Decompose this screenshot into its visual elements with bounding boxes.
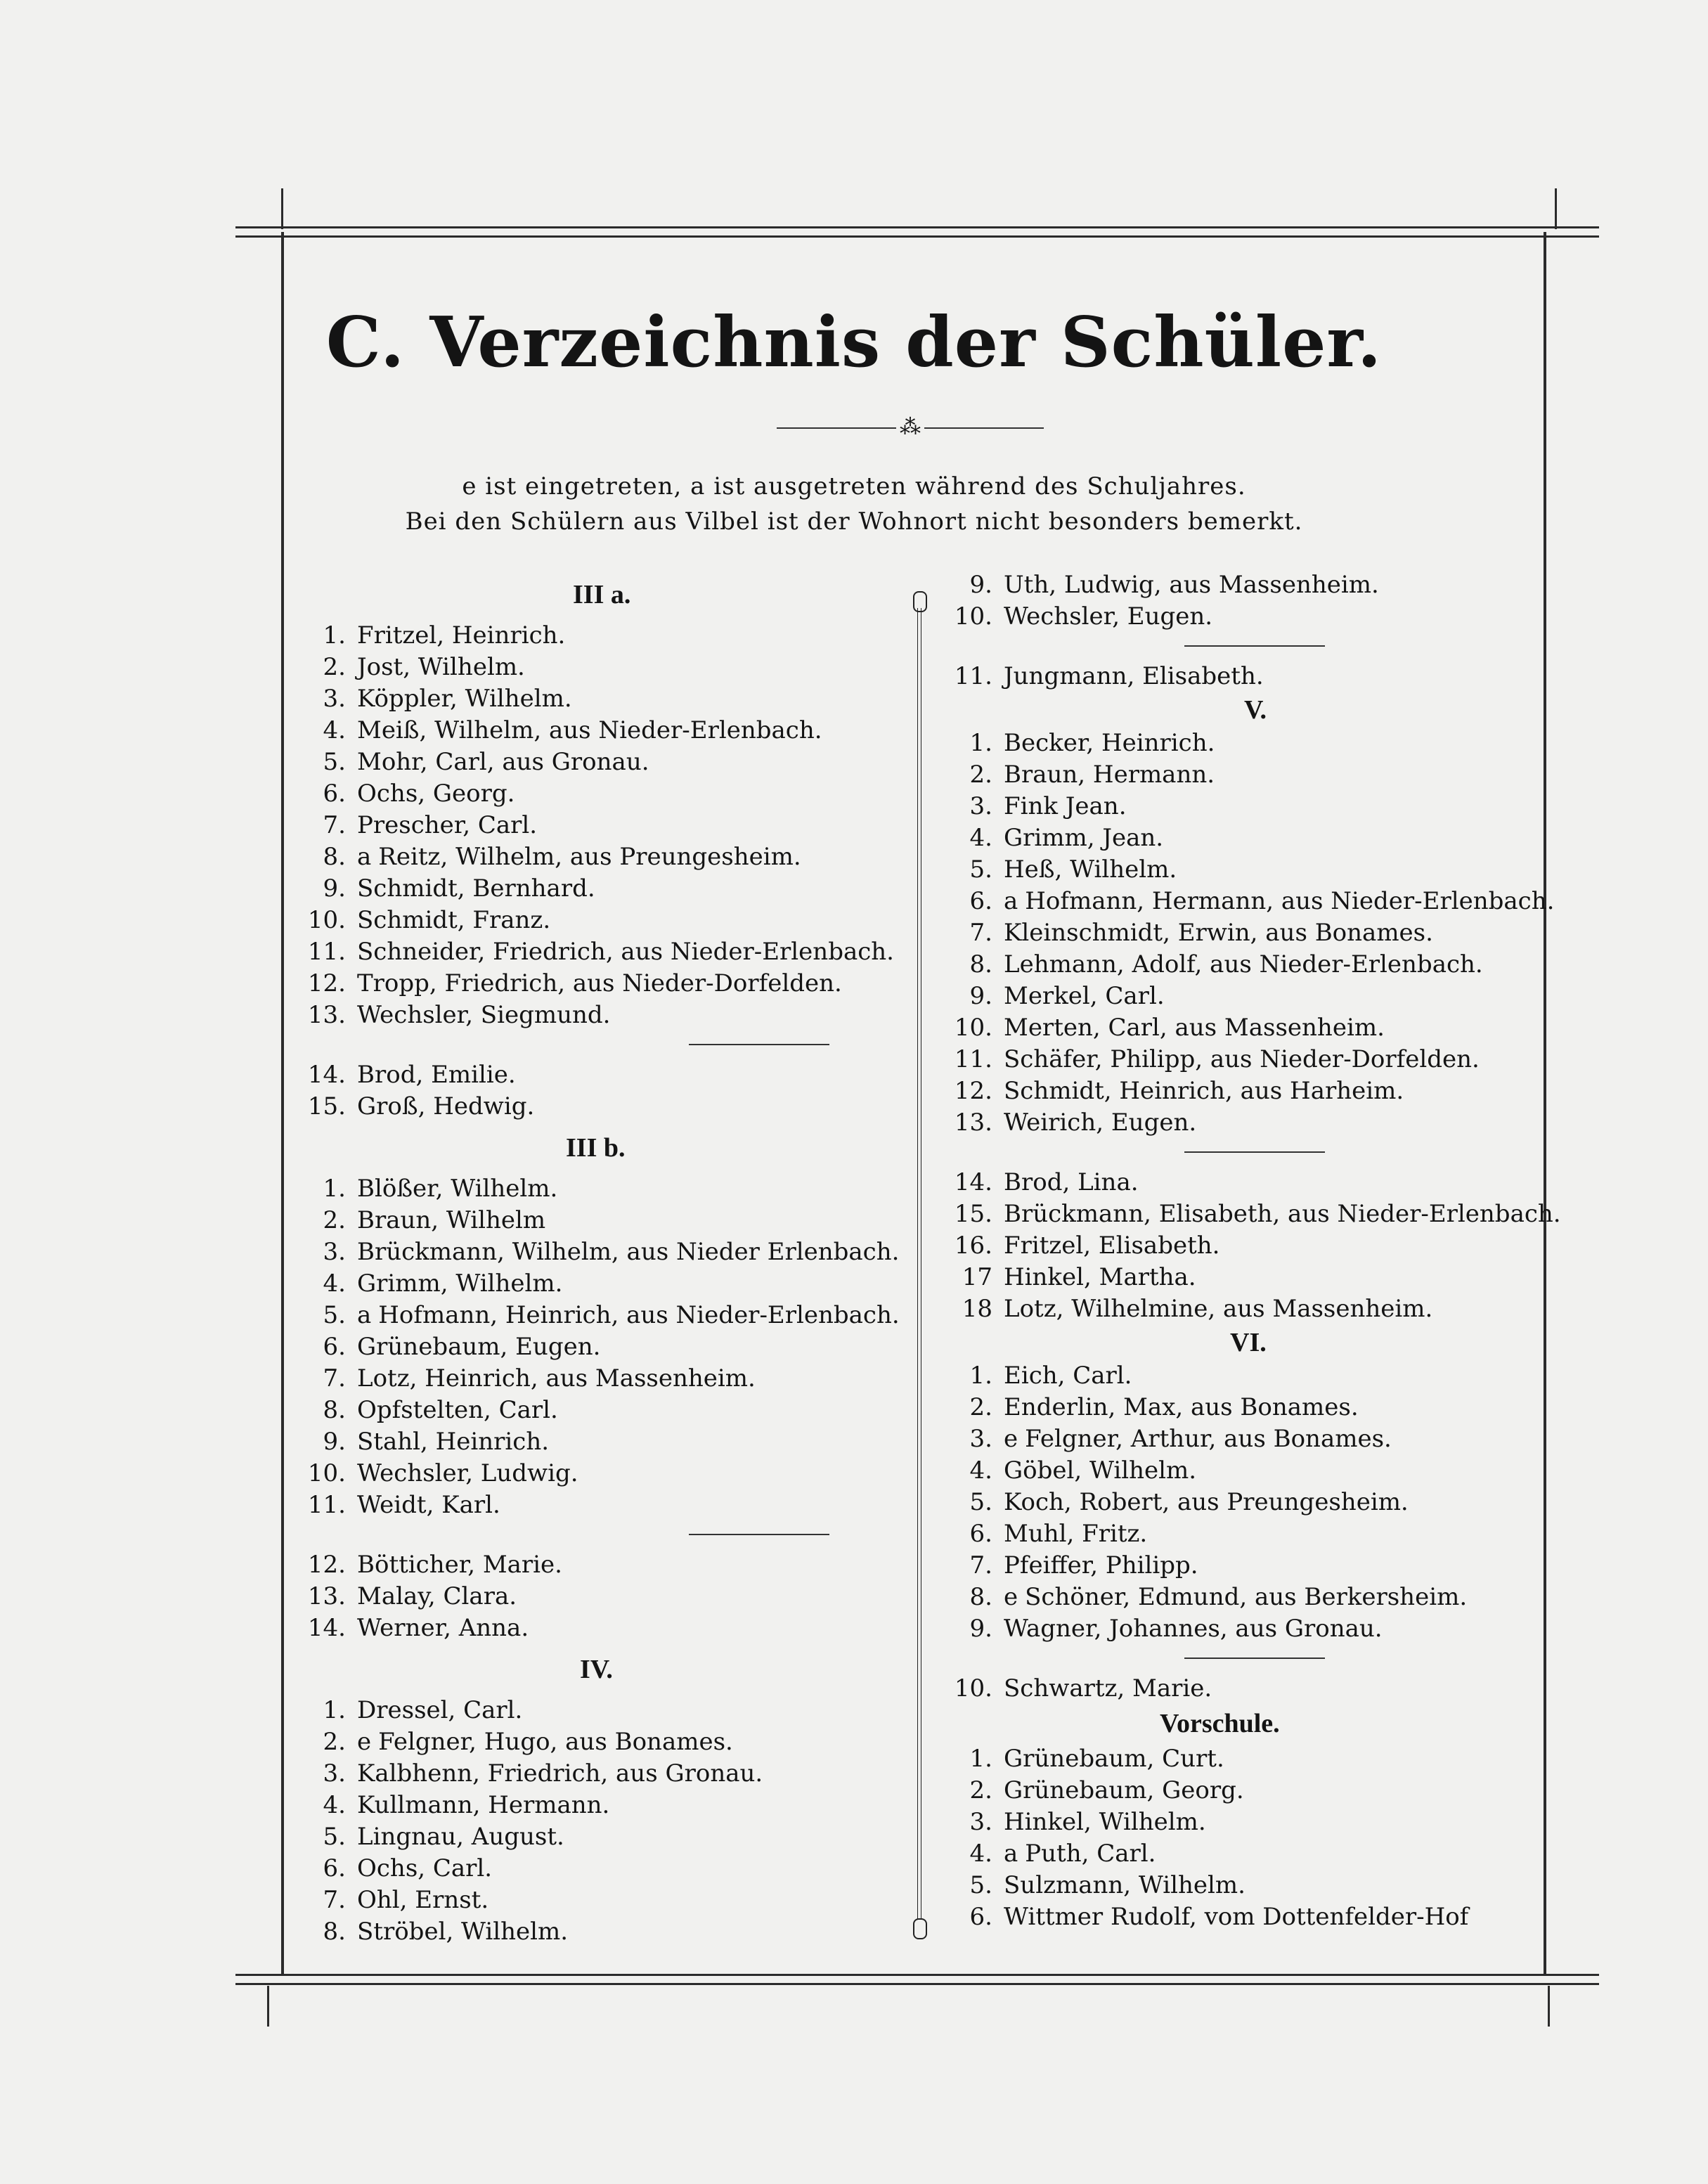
student-name: Lingnau, August. <box>357 1823 564 1851</box>
entry-number: 11. <box>307 1491 346 1519</box>
class-heading-vi: VI. <box>1230 1328 1267 1357</box>
student-entry <box>942 949 1560 981</box>
entry-number: 5. <box>323 748 346 776</box>
top-border-rule <box>235 226 1599 238</box>
corner-tick-bottom-left <box>267 1986 269 2027</box>
asterism-icon: ⁂ <box>900 415 921 439</box>
student-entry <box>295 1458 921 1490</box>
student-entry <box>295 1821 921 1853</box>
student-name: Koch, Robert, aus Preungesheim. <box>1004 1488 1409 1516</box>
entry-number: 14. <box>954 1168 992 1196</box>
student-name: Braun, Hermann. <box>1004 761 1215 789</box>
entry-number: 11. <box>307 938 346 966</box>
student-entry <box>942 1360 1560 1392</box>
entry-number: 5. <box>969 1871 992 1899</box>
student-name: Fritzel, Heinrich. <box>357 621 566 650</box>
entry-number: 3. <box>969 1425 992 1453</box>
student-name: Werner, Anna. <box>357 1614 529 1642</box>
student-entry <box>942 1107 1560 1139</box>
entry-number: 3. <box>323 685 346 713</box>
girls-separator <box>942 633 1560 661</box>
student-entry <box>942 1044 1560 1075</box>
student-name: Tropp, Friedrich, aus Nieder-Dorfelden. <box>357 969 842 997</box>
student-entry <box>295 683 921 715</box>
entry-number: 7. <box>323 811 346 839</box>
entry-number: 7. <box>323 1886 346 1914</box>
entry-number: 4. <box>969 1840 992 1868</box>
student-entry <box>942 569 1560 601</box>
student-name: Merkel, Carl. <box>1004 982 1165 1010</box>
student-name: Lotz, Heinrich, aus Massenheim. <box>357 1364 756 1393</box>
bottom-border-rule <box>235 1974 1599 1985</box>
entry-number: 11. <box>954 1045 992 1073</box>
entry-number: 12. <box>307 1551 346 1579</box>
student-name: Merten, Carl, aus Massenheim. <box>1004 1014 1385 1042</box>
student-entry <box>942 854 1560 886</box>
entry-number: 10. <box>954 1014 992 1042</box>
student-entry <box>295 1395 921 1426</box>
student-entry <box>942 1582 1560 1613</box>
student-name: Kullmann, Hermann. <box>357 1791 610 1819</box>
student-name: Ochs, Carl. <box>357 1854 493 1882</box>
entry-number: 12. <box>954 1077 992 1105</box>
student-entry <box>295 936 921 968</box>
student-entry <box>295 1490 921 1521</box>
class-heading-iiib: III b. <box>566 1133 626 1163</box>
student-name: Schwartz, Marie. <box>1004 1674 1212 1702</box>
entry-number: 13. <box>307 1001 346 1029</box>
entry-number: 9. <box>969 571 992 599</box>
entry-number: 10. <box>307 1459 346 1487</box>
status-mark: a <box>1004 1840 1018 1868</box>
student-name: Brod, Emilie. <box>357 1061 516 1089</box>
entry-number: 8. <box>323 1918 346 1946</box>
student-name: Groß, Hedwig. <box>357 1092 535 1120</box>
student-name: Felgner, Hugo, aus Bonames. <box>378 1728 733 1756</box>
entry-number: 5. <box>969 1488 992 1516</box>
entry-number: 14. <box>307 1614 346 1642</box>
entry-number: 10. <box>954 602 992 631</box>
student-entry <box>295 1426 921 1458</box>
student-entry <box>295 1331 921 1363</box>
legend-note-line-2: Bei den Schülern aus Vilbel ist der Wohnort nicht besonders bemerkt. <box>405 508 1303 536</box>
student-entry <box>942 1518 1560 1550</box>
student-entry <box>295 778 921 810</box>
student-entry <box>942 601 1560 633</box>
student-name: Lehmann, Adolf, aus Nieder-Erlenbach. <box>1004 950 1483 978</box>
student-name: Schmidt, Heinrich, aus Harheim. <box>1004 1077 1404 1105</box>
student-name: Opfstelten, Carl. <box>357 1396 558 1424</box>
student-name: Jungmann, Elisabeth. <box>1004 662 1264 690</box>
entry-number: 2. <box>323 1728 346 1756</box>
entry-number: 6. <box>323 1854 346 1882</box>
student-name: Hofmann, Hermann, aus Nieder-Erlenbach. <box>1025 887 1555 915</box>
class-heading-v: V. <box>1244 695 1267 725</box>
entry-number: 5. <box>969 855 992 884</box>
student-entry <box>295 968 921 1000</box>
student-entry <box>942 1901 1560 1933</box>
student-entry <box>295 1236 921 1268</box>
student-name: Mohr, Carl, aus Gronau. <box>357 748 649 776</box>
girls-separator <box>295 1521 921 1549</box>
entry-number: 15. <box>307 1092 346 1120</box>
entry-number: 4. <box>969 824 992 852</box>
student-entry <box>295 1363 921 1395</box>
entry-number: 1. <box>969 1362 992 1390</box>
student-entry <box>295 1613 921 1644</box>
entry-number: 5. <box>323 1823 346 1851</box>
legend-note-line-1: e ist eingetreten, a ist ausgetreten während des Schuljahres. <box>462 472 1246 500</box>
entry-number: 1. <box>323 621 346 650</box>
student-entry <box>942 981 1560 1012</box>
student-entry <box>295 905 921 936</box>
student-entry <box>942 1455 1560 1487</box>
student-name: Eich, Carl. <box>1004 1362 1132 1390</box>
student-entry <box>295 1695 921 1726</box>
entry-number: 16. <box>954 1232 992 1260</box>
student-entry <box>942 1807 1560 1838</box>
entry-number: 4. <box>323 716 346 744</box>
student-entry <box>942 1423 1560 1455</box>
student-name: Braun, Wilhelm <box>357 1206 546 1234</box>
class-heading-iv: IV. <box>580 1655 613 1684</box>
student-entry <box>295 1790 921 1821</box>
corner-tick-top-left <box>281 188 283 229</box>
student-entry <box>942 1012 1560 1044</box>
student-entry <box>942 1613 1560 1645</box>
student-name: Schmidt, Bernhard. <box>357 874 595 903</box>
student-name: Schäfer, Philipp, aus Nieder-Dorfelden. <box>1004 1045 1480 1073</box>
entry-number: 17 <box>962 1263 992 1291</box>
student-entry <box>295 620 921 652</box>
student-entry <box>295 1173 921 1205</box>
student-name: Uth, Ludwig, aus Massenheim. <box>1004 571 1379 599</box>
entry-number: 13. <box>954 1109 992 1137</box>
entry-number: 8. <box>323 1396 346 1424</box>
student-name: Schneider, Friedrich, aus Nieder-Erlenbach. <box>357 938 894 966</box>
student-entry <box>295 1885 921 1916</box>
entry-number: 5. <box>323 1301 346 1329</box>
entry-number: 7. <box>969 919 992 947</box>
student-name: Wechsler, Siegmund. <box>357 1001 611 1029</box>
student-entry <box>295 873 921 905</box>
corner-tick-bottom-right <box>1548 1986 1550 2027</box>
entry-number: 1. <box>969 1745 992 1773</box>
student-entry <box>942 917 1560 949</box>
entry-number: 3. <box>969 1808 992 1836</box>
page-title: C. Verzeichnis der Schüler. <box>325 302 1383 383</box>
student-name: Schmidt, Franz. <box>357 906 551 934</box>
student-entry <box>295 747 921 778</box>
girls-separator <box>942 1139 1560 1167</box>
entry-number: 18 <box>962 1295 992 1323</box>
class-heading-iiia: III a. <box>573 580 631 609</box>
student-name: Blößer, Wilhelm. <box>357 1175 558 1203</box>
student-entry <box>942 1167 1560 1198</box>
entry-number: 6. <box>969 1903 992 1931</box>
left-column <box>295 569 921 1948</box>
student-entry <box>942 728 1560 759</box>
entry-number: 9. <box>323 874 346 903</box>
entry-number: 9. <box>969 1615 992 1643</box>
student-name: Dressel, Carl. <box>357 1696 523 1724</box>
student-entry <box>295 1549 921 1581</box>
student-entry <box>942 759 1560 791</box>
student-entry <box>295 1758 921 1790</box>
entry-number: 2. <box>323 653 346 681</box>
student-entry <box>295 1726 921 1758</box>
student-entry <box>942 1838 1560 1870</box>
entry-number: 11. <box>954 662 992 690</box>
student-name: Grünebaum, Georg. <box>1004 1776 1244 1804</box>
entry-number: 1. <box>323 1696 346 1724</box>
status-mark: e <box>1004 1583 1018 1611</box>
student-name: Becker, Heinrich. <box>1004 729 1215 757</box>
student-entry <box>942 661 1560 692</box>
entry-number: 3. <box>323 1238 346 1266</box>
entry-number: 1. <box>323 1175 346 1203</box>
girls-separator <box>942 1645 1560 1673</box>
student-name: Hofmann, Heinrich, aus Nieder-Erlenbach. <box>378 1301 900 1329</box>
entry-number: 8. <box>323 843 346 871</box>
status-mark: e <box>357 1728 372 1756</box>
student-name: Felgner, Arthur, aus Bonames. <box>1025 1425 1392 1453</box>
entry-number: 15. <box>954 1200 992 1228</box>
student-name: Reitz, Wilhelm, aus Preungesheim. <box>378 843 801 871</box>
entry-number: 2. <box>969 1393 992 1421</box>
student-entry <box>942 1198 1560 1230</box>
student-name: Jost, Wilhelm. <box>357 653 525 681</box>
student-name: Heß, Wilhelm. <box>1004 855 1177 884</box>
student-name: Hinkel, Martha. <box>1004 1263 1196 1291</box>
student-name: Grimm, Jean. <box>1004 824 1164 852</box>
entry-number: 1. <box>969 729 992 757</box>
entry-number: 3. <box>969 792 992 820</box>
student-name: Pfeiffer, Philipp. <box>1004 1551 1198 1579</box>
entry-number: 4. <box>969 1456 992 1485</box>
girls-separator <box>295 1031 921 1059</box>
student-name: Prescher, Carl. <box>357 811 538 839</box>
entry-number: 10. <box>307 906 346 934</box>
entry-number: 2. <box>323 1206 346 1234</box>
student-entry <box>942 1293 1560 1325</box>
student-entry <box>295 652 921 683</box>
student-entry <box>295 1853 921 1885</box>
entry-number: 3. <box>323 1759 346 1788</box>
entry-number: 13. <box>307 1582 346 1610</box>
student-entry <box>295 1091 921 1123</box>
student-entry <box>295 1916 921 1948</box>
ornament-line-right <box>924 427 1044 429</box>
student-entry <box>942 791 1560 822</box>
student-name: Fink Jean. <box>1004 792 1127 820</box>
student-name: Puth, Carl. <box>1025 1840 1156 1868</box>
corner-tick-top-right <box>1555 188 1557 229</box>
entry-number: 7. <box>323 1364 346 1393</box>
status-mark: e <box>1004 1425 1018 1453</box>
student-name: Wechsler, Eugen. <box>1004 602 1213 631</box>
entry-number: 2. <box>969 761 992 789</box>
student-name: Grünebaum, Curt. <box>1004 1745 1224 1773</box>
entry-number: 2. <box>969 1776 992 1804</box>
student-entry <box>942 1743 1560 1775</box>
student-name: Grünebaum, Eugen. <box>357 1333 601 1361</box>
student-entry <box>942 1392 1560 1423</box>
entry-number: 6. <box>323 780 346 808</box>
entry-number: 6. <box>323 1333 346 1361</box>
entry-number: 8. <box>969 1583 992 1611</box>
entry-number: 8. <box>969 950 992 978</box>
class-heading-vorschule: Vorschule. <box>1160 1709 1280 1738</box>
student-name: Lotz, Wilhelmine, aus Massenheim. <box>1004 1295 1433 1323</box>
entry-number: 12. <box>307 969 346 997</box>
student-name: Wittmer Rudolf, vom Dottenfelder-Hof <box>1004 1903 1469 1931</box>
student-entry <box>295 1268 921 1300</box>
entry-number: 4. <box>323 1269 346 1298</box>
student-name: Göbel, Wilhelm. <box>1004 1456 1197 1485</box>
student-name: Weirich, Eugen. <box>1004 1109 1197 1137</box>
student-name: Stahl, Heinrich. <box>357 1428 550 1456</box>
student-name: Wagner, Johannes, aus Gronau. <box>1004 1615 1383 1643</box>
entry-number: 6. <box>969 887 992 915</box>
student-name: Grimm, Wilhelm. <box>357 1269 563 1298</box>
student-entry <box>942 1550 1560 1582</box>
entry-number: 7. <box>969 1551 992 1579</box>
student-entry <box>295 1059 921 1091</box>
entry-number: 9. <box>969 982 992 1010</box>
student-name: Malay, Clara. <box>357 1582 517 1610</box>
student-name: Köppler, Wilhelm. <box>357 685 572 713</box>
student-name: Ochs, Georg. <box>357 780 515 808</box>
status-mark: a <box>357 843 372 871</box>
student-name: Weidt, Karl. <box>357 1491 500 1519</box>
student-entry <box>295 810 921 841</box>
entry-number: 14. <box>307 1061 346 1089</box>
student-entry <box>942 1870 1560 1901</box>
student-name: Brückmann, Wilhelm, aus Nieder Erlenbach. <box>357 1238 900 1266</box>
right-column <box>942 569 1560 1933</box>
student-name: Brückmann, Elisabeth, aus Nieder-Erlenbach. <box>1004 1200 1561 1228</box>
student-name: Enderlin, Max, aus Bonames. <box>1004 1393 1359 1421</box>
student-entry <box>942 1673 1560 1705</box>
student-entry <box>942 886 1560 917</box>
student-entry <box>295 1300 921 1331</box>
student-name: Fritzel, Elisabeth. <box>1004 1232 1220 1260</box>
ornament-line-left <box>777 427 896 429</box>
title-ornament <box>763 415 1058 439</box>
student-name: Schöner, Edmund, aus Berkersheim. <box>1025 1583 1468 1611</box>
student-name: Ohl, Ernst. <box>357 1886 489 1914</box>
student-name: Hinkel, Wilhelm. <box>1004 1808 1206 1836</box>
student-name: Brod, Lina. <box>1004 1168 1139 1196</box>
entry-number: 6. <box>969 1520 992 1548</box>
student-name: Bötticher, Marie. <box>357 1551 562 1579</box>
student-entry <box>942 1075 1560 1107</box>
student-name: Wechsler, Ludwig. <box>357 1459 578 1487</box>
entry-number: 9. <box>323 1428 346 1456</box>
student-entry <box>295 1205 921 1236</box>
student-entry <box>942 1230 1560 1262</box>
student-entry <box>295 715 921 747</box>
status-mark: a <box>1004 887 1018 915</box>
student-name: Meiß, Wilhelm, aus Nieder-Erlenbach. <box>357 716 822 744</box>
student-entry <box>295 841 921 873</box>
entry-number: 10. <box>954 1674 992 1702</box>
student-entry <box>942 1262 1560 1293</box>
student-name: Kleinschmidt, Erwin, aus Bonames. <box>1004 919 1433 947</box>
student-entry <box>942 822 1560 854</box>
student-name: Kalbhenn, Friedrich, aus Gronau. <box>357 1759 763 1788</box>
student-entry <box>295 1000 921 1031</box>
student-name: Sulzmann, Wilhelm. <box>1004 1871 1246 1899</box>
student-entry <box>942 1775 1560 1807</box>
status-mark: a <box>357 1301 372 1329</box>
student-entry <box>942 1487 1560 1518</box>
student-entry <box>295 1581 921 1613</box>
student-name: Muhl, Fritz. <box>1004 1520 1148 1548</box>
entry-number: 4. <box>323 1791 346 1819</box>
student-name: Ströbel, Wilhelm. <box>357 1918 569 1946</box>
